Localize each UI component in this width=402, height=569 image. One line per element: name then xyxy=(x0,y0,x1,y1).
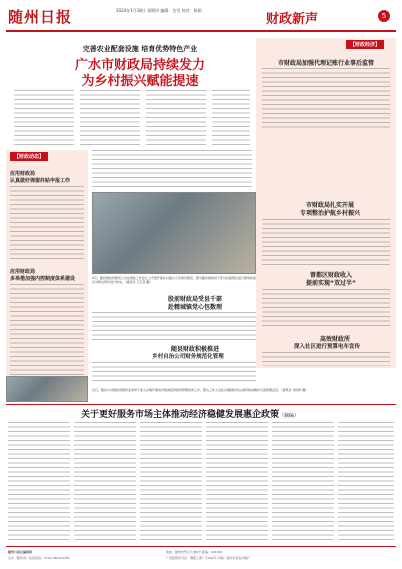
left-column-kicker: 【财政动态】 xyxy=(10,152,48,161)
right-story2-body xyxy=(262,219,390,265)
left-story2-title-line1: 应用财政局 xyxy=(10,269,36,275)
bottom-photo-caption: 近日，随县小村财政局组织业务骨干深入乡镇开展农村集体经济财务管理培训工作，图为工作人员在乡镇财政所认真听取讲解并交流管理意见。（通讯员 许国华 摄） xyxy=(92,388,309,392)
date-bar: 2024年1月18日 星期四 编辑：龙雪 校对：陈娟 xyxy=(116,8,202,13)
top-story-body-col2 xyxy=(80,90,140,146)
bottom-divider xyxy=(6,404,396,405)
bottom-body-col3 xyxy=(140,422,202,542)
footer-contact: 全市（随州市）政府热线：0722-3601(0(83) xyxy=(8,556,70,560)
center-photo xyxy=(92,192,256,274)
center-photo-caption: 4月，随县财政局组织人员在财政工作会议上介绍开展乡村振兴示范建设情况，图为随县财政局干部对村级项目进行现场检查并对相关资料进行核实。（通讯员 王卫民 摄） xyxy=(92,276,256,284)
masthead xyxy=(6,4,396,32)
footer xyxy=(6,546,396,566)
center-story2-body xyxy=(92,362,256,384)
page-number: 5 xyxy=(378,10,390,22)
top-story-body-col1 xyxy=(14,90,74,146)
right-story1-title: 市财政局加强代理记账行业事后监管 xyxy=(277,60,374,67)
center-top-body xyxy=(92,150,252,190)
left-story1-body xyxy=(10,186,84,262)
bottom-body-col6 xyxy=(338,422,394,542)
right-story4-title-line2: 深入社区进行预算电车宣传 xyxy=(293,344,360,350)
right-story2-title-line2: 专项整治护航乡村振兴 xyxy=(299,210,360,217)
right-story2-title-line1: 市财政局扎实开展 xyxy=(305,202,354,209)
top-story-title-line1: 广水市财政局持续发力 xyxy=(74,58,205,73)
center-story1-title-line2: 赴精城镇党心包数理 xyxy=(167,304,222,311)
center-story1-title-line1: 股前财政局受县千部 xyxy=(167,296,222,303)
center-story2-title-line1: 随县财政积极推进 xyxy=(170,346,219,353)
footer-editor: 随州日报社编辑部 xyxy=(8,550,33,554)
right-story3-title-line1: 曾都区财政收入 xyxy=(309,272,352,279)
left-story1-title-line2: 认真做好弹窗抖贴申报工作 xyxy=(10,178,71,184)
bottom-story-title xyxy=(20,407,360,420)
left-story1-title-line1: 应用财政局 xyxy=(10,171,36,177)
right-story3-body xyxy=(262,289,390,329)
newspaper-logo: 随州日报 xyxy=(8,8,73,26)
center-story2-title-line2: 乡村自治公司财务规范化管理 xyxy=(152,354,224,360)
right-story1-body xyxy=(262,68,390,128)
left-story2-title-line2: 多举措加强内控制度体系建设 xyxy=(10,276,76,282)
right-story4-body xyxy=(262,352,390,366)
section-title: 财政新声 xyxy=(266,12,319,27)
footer-address: 地址：随州市烈山大道9号 邮编：441300 xyxy=(166,550,223,554)
bottom-body-col1 xyxy=(8,422,70,542)
center-story1-body xyxy=(92,312,256,340)
bottom-story-title-suffix: （摘编） xyxy=(279,413,300,419)
bottom-left-photo xyxy=(6,376,88,402)
bottom-body-col5 xyxy=(272,422,334,542)
top-story-body-col3 xyxy=(146,90,206,146)
top-story-body-col4 xyxy=(212,90,250,146)
left-story2-body xyxy=(10,284,84,386)
footer-print: 广告经营许可证：鄂随工商广字002号 印刷：随州日报社印刷厂 xyxy=(166,556,251,560)
right-story3-title-line2: 提前实现“双过半” xyxy=(306,280,356,287)
bottom-story-title-main: 关于更好服务市场主体推动经济稳健发展惠企政策 xyxy=(80,410,279,420)
right-column-kicker: 【财政经济】 xyxy=(346,40,384,49)
top-story-title-line2: 为乡村振兴赋能提速 xyxy=(81,74,199,89)
bottom-body-col2 xyxy=(74,422,136,542)
right-story4-title-line1: 高效财政所 xyxy=(319,336,350,343)
bottom-body-col4 xyxy=(206,422,268,542)
top-story-subtitle: 完善农业配套设施 培育优势特色产业 xyxy=(82,45,198,53)
